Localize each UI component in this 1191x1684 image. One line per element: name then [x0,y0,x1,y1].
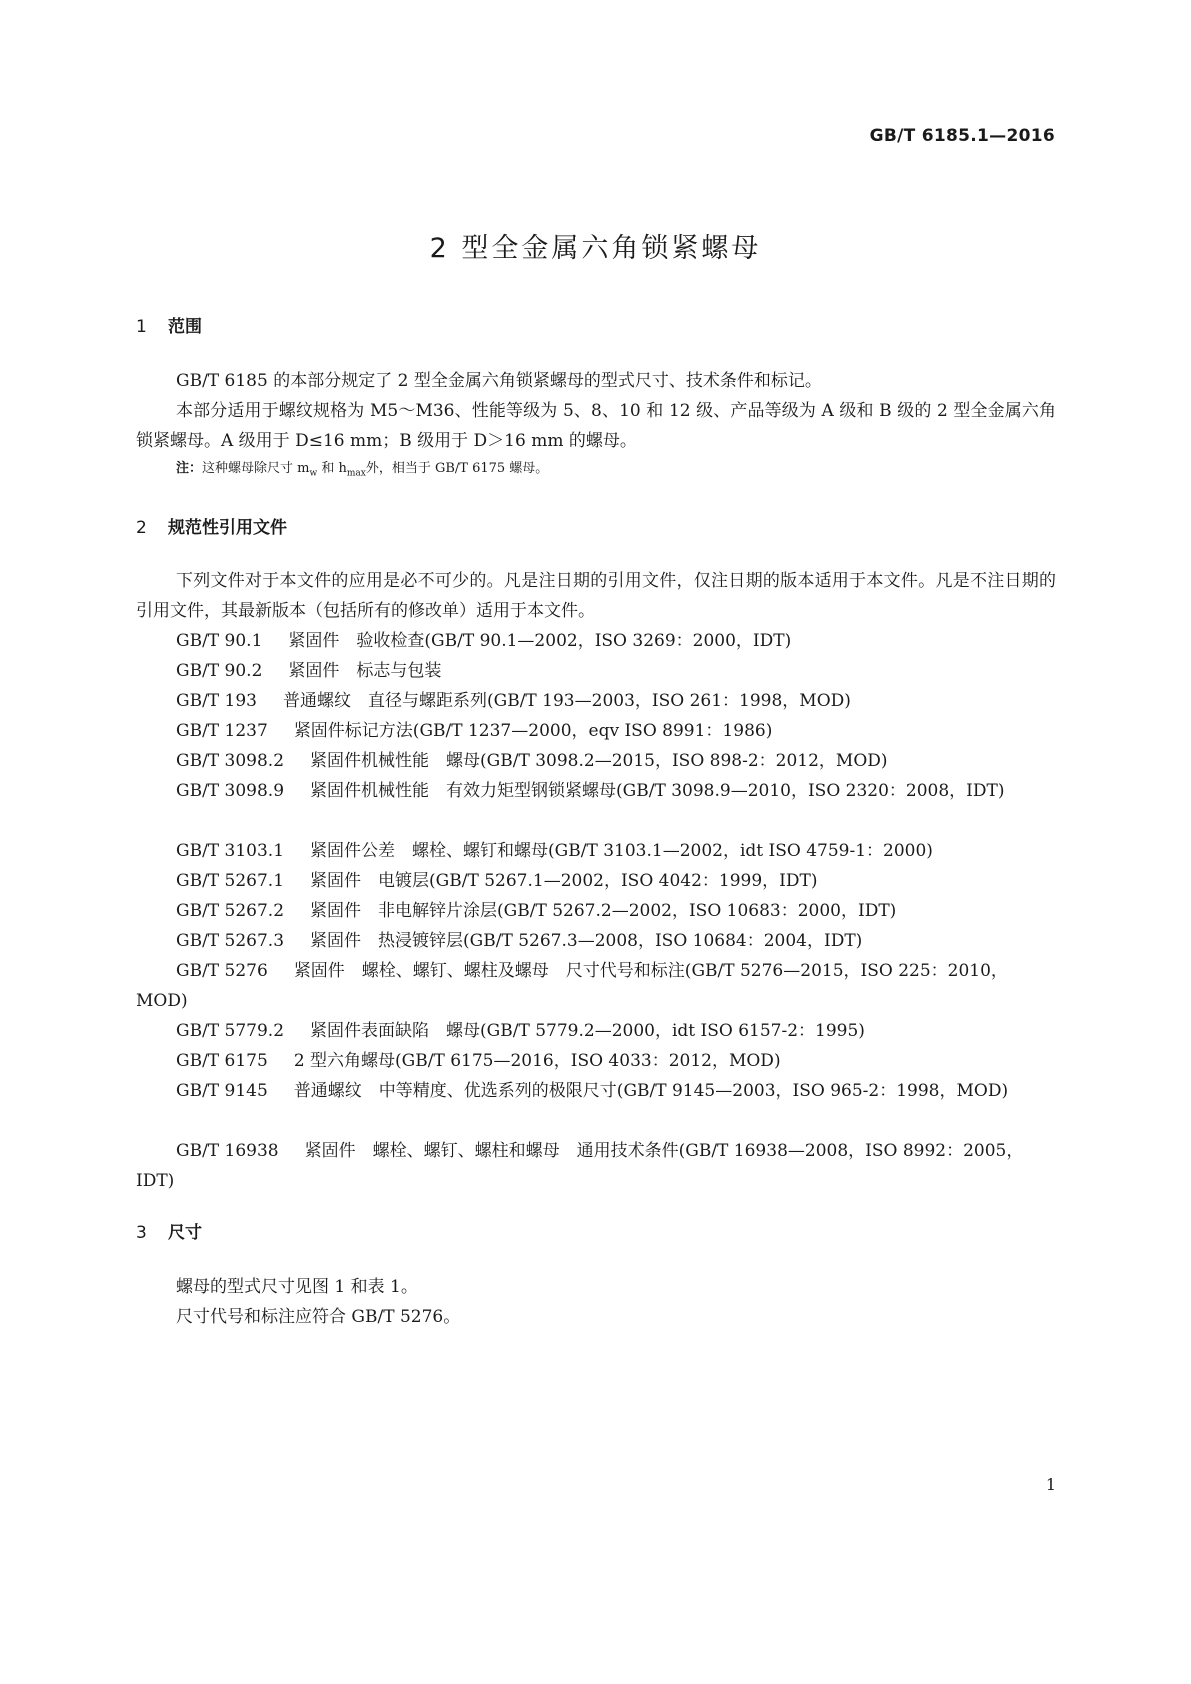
reference-title: 紧固件 螺栓、螺钉、螺柱和螺母 通用技术条件(GB/T 16938—2008，ISO 8992：2005，IDT) [136,1141,1024,1191]
page-number: 1 [1045,1475,1056,1494]
reference-title: 紧固件 标志与包装 [288,661,442,681]
reference-item [136,1076,1056,1106]
reference-title: 紧固件 热浸镀锌层(GB/T 5267.3—2008，ISO 10684：2004，IDT) [310,931,863,951]
section-1-paragraph: 本部分适用于螺纹规格为 M5～M36、性能等级为 5、8、10 和 12 级、产品等级为 A 级和 B 级的 2 型全金属六角锁紧螺母。A 级用于 D≤16 mm；B 级用于 D＞16 mm 的螺母。 [136,401,1056,451]
section-2-intro: 下列文件对于本文件的应用是必不可少的。凡是注日期的引用文件，仅注日期的版本适用于本文件。凡是不注日期的引用文件，其最新版本（包括所有的修改单）适用于本文件。 [136,571,1056,621]
note-label: 注： [176,461,203,476]
reference-code: GB/T 193 [176,691,257,711]
reference-title: 普通螺纹 直径与螺距系列(GB/T 193—2003，ISO 261：1998，MOD) [283,691,851,711]
section-3-paragraph: 螺母的型式尺寸见图 1 和表 1。 [176,1277,418,1297]
section-1-heading [136,312,202,337]
note-text: 外，相当于 GB/T 6175 螺母。 [365,461,549,476]
reference-code: GB/T 5267.3 [176,931,285,951]
reference-title: 紧固件机械性能 有效力矩型钢锁紧螺母(GB/T 3098.9—2010，ISO 2320：2008，IDT) [310,781,1005,801]
reference-title: 2 型六角螺母(GB/T 6175—2016，ISO 4033：2012，MOD) [293,1051,781,1071]
reference-item [136,776,1056,806]
reference-item [136,1046,1056,1076]
section-3-paragraph: 尺寸代号和标注应符合 GB/T 5276。 [176,1307,461,1327]
reference-item [136,746,1056,776]
reference-code: GB/T 90.2 [176,661,263,681]
reference-code: GB/T 16938 [176,1141,279,1161]
reference-item [136,836,1056,866]
reference-code: GB/T 9145 [176,1081,268,1101]
reference-item [136,656,1056,686]
reference-code: GB/T 6175 [176,1051,268,1071]
reference-title: 紧固件机械性能 螺母(GB/T 3098.2—2015，ISO 898-2：2012，MOD) [310,751,888,771]
reference-code: GB/T 3098.9 [176,781,285,801]
reference-code: GB/T 5276 [176,961,268,981]
reference-code: GB/T 5267.1 [176,871,285,891]
section-3-title: 尺寸 [168,1223,202,1243]
note-subscript: w [309,468,318,479]
reference-code: GB/T 3098.2 [176,751,285,771]
reference-title: 紧固件 螺栓、螺钉、螺柱及螺母 尺寸代号和标注(GB/T 5276—2015，ISO 225：2010，MOD) [136,961,1008,1011]
reference-title: 紧固件表面缺陷 螺母(GB/T 5779.2—2000，idt ISO 6157-2：1995) [310,1021,865,1041]
reference-title: 紧固件 验收检查(GB/T 90.1—2002，ISO 3269：2000，IDT) [288,631,792,651]
section-3-heading [136,1218,202,1243]
reference-code: GB/T 5267.2 [176,901,285,921]
reference-code: GB/T 3103.1 [176,841,285,861]
note-text: 和 h [317,461,347,476]
reference-title: 紧固件标记方法(GB/T 1237—2000，eqv ISO 8991：1986) [293,721,773,741]
reference-title: 紧固件 电镀层(GB/T 5267.1—2002，ISO 4042：1999，IDT) [310,871,818,891]
reference-title: 普通螺纹 中等精度、优选系列的极限尺寸(GB/T 9145—2003，ISO 965-2：1998，MOD) [293,1081,1009,1101]
note-subscript: max [346,468,366,479]
reference-title: 紧固件 非电解锌片涂层(GB/T 5267.2—2002，ISO 10683：2000，IDT) [310,901,897,921]
reference-item [136,1136,1056,1196]
section-2-title: 规范性引用文件 [168,518,287,538]
reference-code: GB/T 1237 [176,721,268,741]
document-title: 2 型全金属六角锁紧螺母 [429,233,762,264]
reference-title: 紧固件公差 螺栓、螺钉和螺母(GB/T 3103.1—2002，idt ISO 4759-1：2000) [310,841,933,861]
reference-item [136,896,1056,926]
section-2-heading [136,513,287,538]
standard-number: GB/T 6185.1—2016 [869,126,1055,146]
reference-item [136,866,1056,896]
reference-item [136,956,1056,1016]
section-1-title: 范围 [168,317,202,337]
reference-code: GB/T 5779.2 [176,1021,285,1041]
reference-item [136,686,1056,716]
section-1-note [176,457,548,479]
section-1-paragraph: GB/T 6185 的本部分规定了 2 型全金属六角锁紧螺母的型式尺寸、技术条件和标记。 [176,371,822,391]
section-1-number: 1 [136,317,147,337]
note-text: 这种螺母除尺寸 m [202,461,310,476]
reference-item [136,716,1056,746]
section-3-number: 3 [136,1223,147,1243]
reference-item [136,626,1056,656]
section-2-number: 2 [136,518,147,538]
reference-item [136,926,1056,956]
reference-item [136,1016,1056,1046]
reference-code: GB/T 90.1 [176,631,263,651]
